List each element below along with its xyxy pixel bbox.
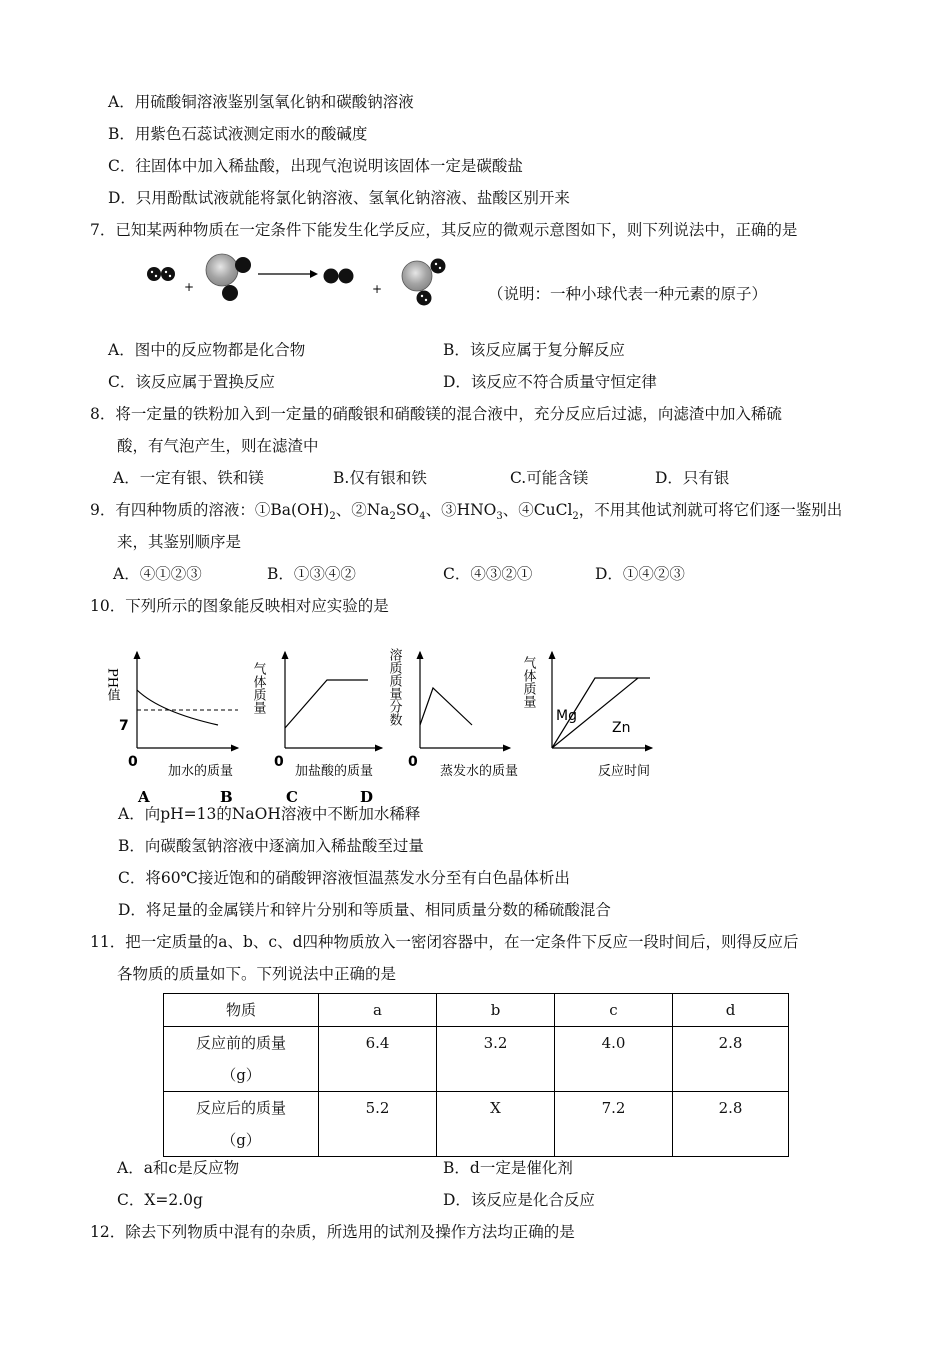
q12-stem: 12．除去下列物质中混有的杂质，所选用的试剂及操作方法均正确的是 <box>90 1223 575 1241</box>
graph-b-ylabel: 气体质量 <box>250 662 266 714</box>
reactant-1-molecule <box>147 267 175 281</box>
table-cell: X <box>437 1092 555 1157</box>
graph-b-xlabel: 加盐酸的质量 <box>295 764 374 779</box>
table-cell: 4.0 <box>555 1027 673 1092</box>
q6-option-a: A．用硫酸铜溶液鉴别氢氧化钠和碳酸钠溶液 <box>108 93 414 111</box>
graph-d-xlabel: 反应时间 <box>598 764 651 779</box>
q10-stem: 10．下列所示的图象能反映相对应实验的是 <box>90 597 389 615</box>
graph-c-letter: C <box>286 788 298 805</box>
q6-option-c: C．往固体中加入稀盐酸，出现气泡说明该固体一定是碳酸盐 <box>108 157 523 175</box>
q11-stem-line1: 11．把一定质量的a、b、c、d四种物质放入一密闭容器中，在一定条件下反应一段时间后，则得反应后 <box>90 933 799 951</box>
graph-a <box>105 652 239 805</box>
table-row-label: 反应前的质量 （g） <box>164 1027 319 1092</box>
table-cell: 3.2 <box>437 1027 555 1092</box>
table-header-cell: d <box>673 994 789 1027</box>
reactant-2-molecule <box>206 254 251 301</box>
q9-option-a: A．④①②③ <box>113 565 202 583</box>
graph-a-origin: 0 <box>128 754 138 770</box>
table-cell: 6.4 <box>319 1027 437 1092</box>
table-header-row <box>164 994 789 1027</box>
q9-stem-line2: 来，其鉴别顺序是 <box>117 533 242 551</box>
graph-c-origin: 0 <box>408 754 418 770</box>
q6-option-d: D．只用酚酞试液就能将氯化钠溶液、氢氧化钠溶液、盐酸区别开来 <box>108 189 570 207</box>
graph-d <box>360 652 652 805</box>
q11-mass-table <box>163 993 789 1157</box>
q7-note: （说明：一种小球代表一种元素的原子） <box>488 285 768 303</box>
graph-c <box>286 647 518 805</box>
q10-graphs <box>100 640 670 805</box>
graph-c-xlabel: 蒸发水的质量 <box>440 764 519 779</box>
graph-d-label-zn: Zn <box>612 720 631 736</box>
graph-b <box>220 652 382 805</box>
q7-option-d: D．该反应不符合质量守恒定律 <box>443 373 657 391</box>
graph-a-ylabel: PH值 <box>104 668 120 702</box>
q11-option-d: D．该反应是化合反应 <box>443 1191 595 1209</box>
table-header-cell: 物质 <box>164 994 319 1027</box>
table-header-cell: b <box>437 994 555 1027</box>
q10-option-b: B．向碳酸氢钠溶液中逐滴加入稀盐酸至过量 <box>118 837 424 855</box>
graph-d-ylabel: 气体质量 <box>520 656 536 708</box>
q6-option-b: B．用紫色石蕊试液测定雨水的酸碱度 <box>108 125 368 143</box>
table-cell: 2.8 <box>673 1027 789 1092</box>
plus-sign-2: + <box>372 282 383 296</box>
q8-stem-line2: 酸，有气泡产生，则在滤渣中 <box>117 437 319 455</box>
q7-option-a: A．图中的反应物都是化合物 <box>108 341 306 359</box>
product-2-molecule <box>402 259 446 306</box>
graph-a-xlabel: 加水的质量 <box>168 764 234 779</box>
table-header-cell: a <box>319 994 437 1027</box>
graph-b-origin: 0 <box>274 754 284 770</box>
q8-option-b: B.仅有银和铁 <box>333 469 427 487</box>
table-row <box>164 1092 789 1157</box>
reaction-arrow <box>258 270 318 278</box>
q11-option-a: A．a和c是反应物 <box>117 1159 240 1177</box>
q10-option-a: A．向pH=13的NaOH溶液中不断加水稀释 <box>118 805 421 823</box>
q7-stem: 7．已知某两种物质在一定条件下能发生化学反应，其反应的微观示意图如下，则下列说法中，正确的是 <box>90 221 798 239</box>
q9-stem-line1: 9．有四种物质的溶液：$①Ba(OH)_2$、$②Na_2SO_4$、$③HNO_3$、④CuCl$_2$，不用其他试剂就可将它们逐一鉴别出 <box>90 501 843 523</box>
q9-option-b: B．①③④② <box>267 565 356 583</box>
table-cell: 5.2 <box>319 1092 437 1157</box>
q11-stem-line2: 各物质的质量如下。下列说法中正确的是 <box>117 965 397 983</box>
table-row <box>164 1027 789 1092</box>
q8-stem-line1: 8．将一定量的铁粉加入到一定量的硝酸银和硝酸镁的混合液中，充分反应后过滤，向滤渣中加入稀硫 <box>90 405 782 423</box>
table-cell: 2.8 <box>673 1092 789 1157</box>
graph-c-ylabel: 溶质质量分数 <box>386 648 402 726</box>
product-1-molecule <box>324 269 354 284</box>
q7-option-c: C．该反应属于置换反应 <box>108 373 275 391</box>
q11-option-b: B．d一定是催化剂 <box>443 1159 573 1177</box>
q7-option-b: B．该反应属于复分解反应 <box>443 341 625 359</box>
q9-option-d: D．①④②③ <box>595 565 685 583</box>
graph-d-letter: D <box>360 788 374 805</box>
graph-b-letter: B <box>220 788 233 805</box>
plus-sign-1: + <box>184 280 195 294</box>
q8-option-d: D．只有银 <box>655 469 730 487</box>
q10-option-c: C．将60℃接近饱和的硝酸钾溶液恒温蒸发水分至有白色晶体析出 <box>118 869 570 887</box>
q8-option-a: A．一定有银、铁和镁 <box>113 469 264 487</box>
q10-option-d: D．将足量的金属镁片和锌片分别和等质量、相同质量分数的稀硫酸混合 <box>118 901 611 919</box>
q7-reaction-diagram <box>140 248 460 310</box>
table-header-cell: c <box>555 994 673 1027</box>
table-row-label: 反应后的质量 （g） <box>164 1092 319 1157</box>
q8-option-c: C.可能含镁 <box>510 469 589 487</box>
graph-a-ytick: 7 <box>119 718 129 734</box>
q11-option-c: C．X=2.0g <box>117 1191 203 1209</box>
table-cell: 7.2 <box>555 1092 673 1157</box>
graph-d-label-mg: Mg <box>556 708 577 724</box>
q9-option-c: C．④③②① <box>443 565 533 583</box>
graph-a-letter: A <box>138 788 150 805</box>
